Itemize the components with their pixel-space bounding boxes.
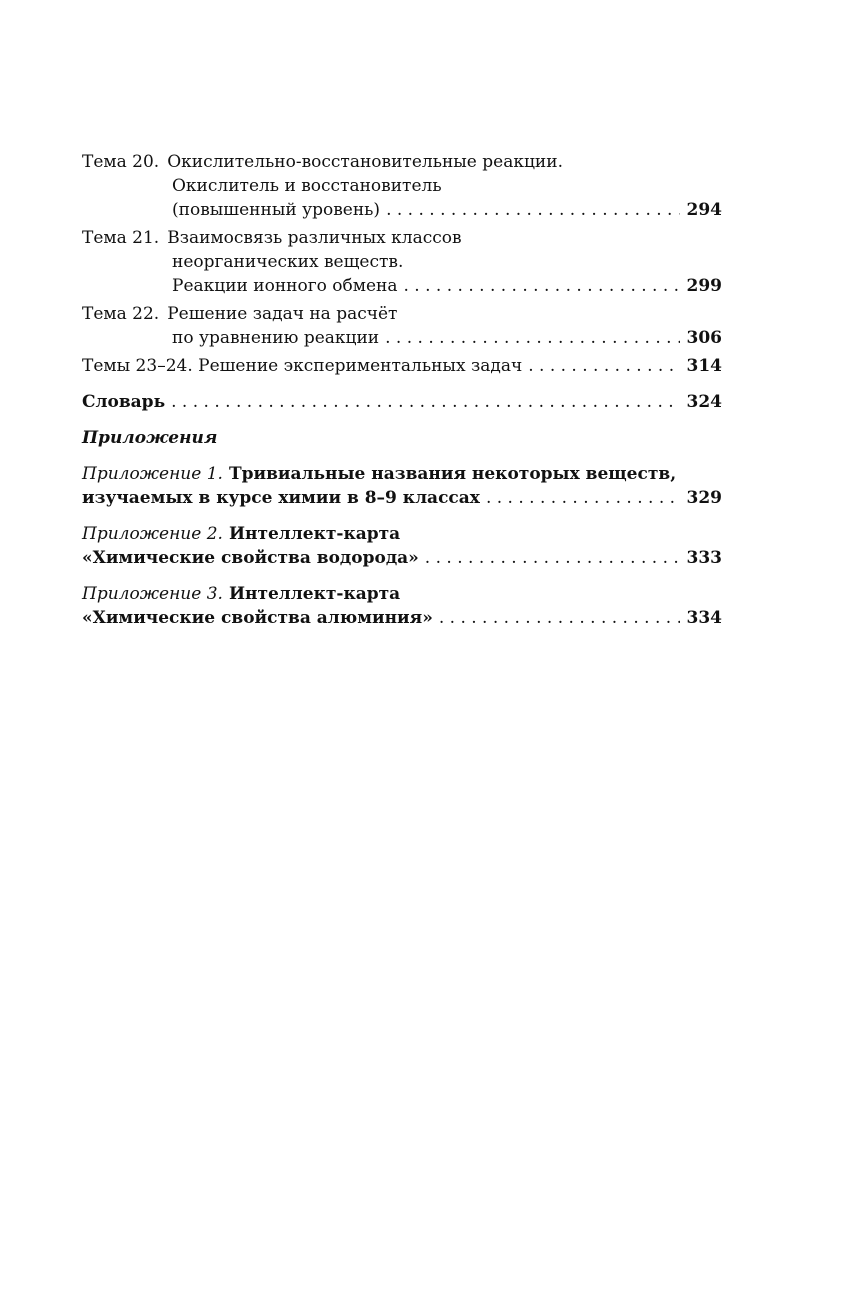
dot-leader	[386, 198, 680, 222]
appendix-title-line: изучаемых в курсе химии в 8–9 классах	[82, 488, 480, 508]
appendices-heading-text: Приложения	[82, 428, 218, 448]
page-number: 329	[686, 488, 722, 508]
topic-title-line: (повышенный уровень)	[172, 200, 381, 220]
page-number: 334	[686, 608, 722, 628]
toc-entry-topic-22[interactable]	[82, 302, 722, 350]
page-number: 333	[686, 548, 722, 568]
topic-title-line: Реакции ионного обмена	[172, 276, 398, 296]
appendix-title-line: Интеллект-карта	[228, 524, 401, 544]
appendix-label: Приложение 3.	[82, 584, 223, 604]
appendix-title-line: «Химические свойства водорода»	[82, 548, 419, 568]
dot-leader	[385, 326, 680, 350]
table-of-contents	[82, 150, 722, 630]
toc-entry-appendix-3[interactable]	[82, 582, 722, 630]
appendix-title-line: Тривиальные названия некоторых веществ,	[228, 464, 677, 484]
appendix-label: Приложение 2.	[82, 524, 223, 544]
dot-leader	[528, 354, 680, 378]
topic-title-line: Взаимосвязь различных классов	[167, 228, 462, 248]
dot-leader	[403, 274, 680, 298]
toc-entry-topic-21[interactable]	[82, 226, 722, 298]
appendices-heading	[82, 426, 722, 450]
topic-number: Тема 22.	[82, 304, 160, 324]
toc-entry-topic-20[interactable]	[82, 150, 722, 222]
topic-number: Тема 21.	[82, 228, 160, 248]
topic-title-line: Решение задач на расчёт	[167, 304, 398, 324]
toc-entry-appendix-1[interactable]	[82, 462, 722, 510]
topic-title-line: Окислительно-восстановительные реакции.	[167, 152, 563, 172]
toc-entry-appendix-2[interactable]	[82, 522, 722, 570]
page-number: 314	[686, 356, 722, 376]
topic-title-line: Темы 23–24. Решение экспериментальных задач	[82, 356, 523, 376]
page-number: 299	[686, 276, 722, 296]
dot-leader	[486, 486, 680, 510]
appendix-title-line: «Химические свойства алюминия»	[82, 608, 433, 628]
dot-leader	[439, 606, 680, 630]
topic-title-line: по уравнению реакции	[172, 328, 380, 348]
topic-number: Тема 20.	[82, 152, 160, 172]
topic-title-line: неорганических веществ.	[172, 252, 404, 272]
topic-title-line: Окислитель и восстановитель	[172, 176, 442, 196]
dot-leader	[425, 546, 680, 570]
page-number: 324	[686, 392, 722, 412]
page-number: 294	[686, 200, 722, 220]
glossary-title: Словарь	[82, 392, 166, 412]
page-number: 306	[686, 328, 722, 348]
toc-entry-glossary[interactable]	[82, 390, 722, 414]
appendix-label: Приложение 1.	[82, 464, 223, 484]
appendix-title-line: Интеллект-карта	[228, 584, 401, 604]
toc-entry-topics-23-24[interactable]	[82, 354, 722, 378]
dot-leader	[171, 390, 680, 414]
